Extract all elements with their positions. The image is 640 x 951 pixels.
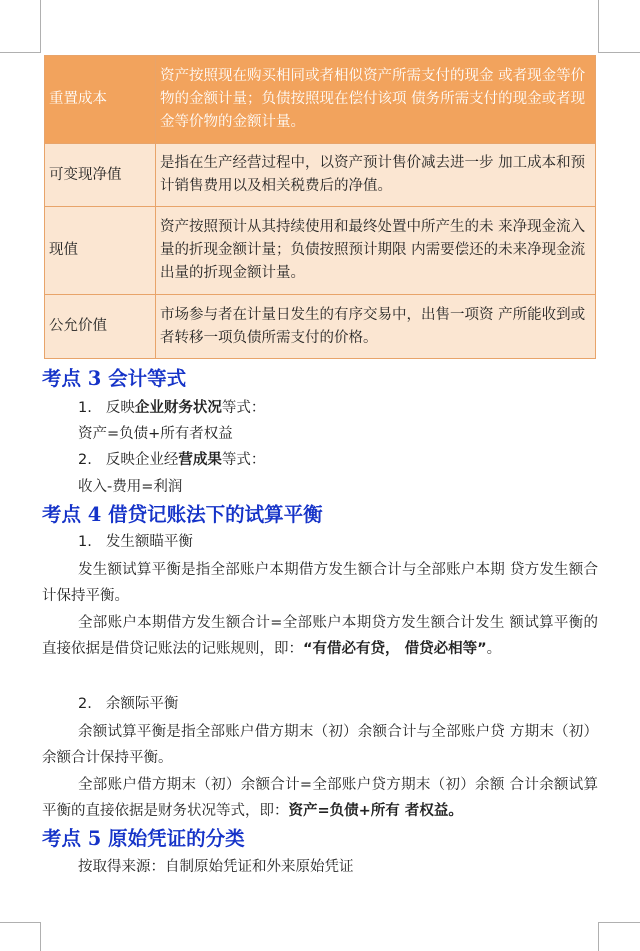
table-term-cell: 现值 [45, 207, 156, 295]
crop-mark [40, 0, 41, 52]
paragraph [42, 610, 598, 662]
table-desc-cell: 资产按照现在购买相同或者相似资产所需支付的现金 或者现金等价物的金额计量；负债按照现在偿付该项 债务所需支付的现金或者现金等价物的金额计量。 [156, 56, 596, 144]
list-text: 反映企业经 [105, 452, 179, 468]
section-heading: 考点 3 会计等式 [42, 367, 187, 390]
paragraph-text: 。 [486, 641, 502, 657]
crop-mark [0, 922, 41, 923]
crop-mark [0, 52, 41, 53]
section-heading: 考点 5 原始凭证的分类 [42, 827, 245, 850]
equation-text: 资产=负债+所有者权益 [78, 426, 233, 442]
list-text: 发生额瞄平衡 [105, 534, 193, 550]
crop-mark [598, 922, 640, 923]
paragraph [42, 772, 598, 824]
list-item [78, 694, 178, 714]
crop-mark [40, 922, 41, 951]
paragraph: 发生额试算平衡是指全部账户本期借方发生额合计与全部账户本期 贷方发生额合计保持平衡。 [42, 562, 598, 604]
table-row [45, 295, 596, 359]
table-row [45, 144, 596, 207]
list-text: 等式： [221, 452, 266, 468]
list-text-bold: 营成果 [178, 452, 222, 468]
list-item [78, 398, 265, 418]
list-number: 2. [78, 452, 92, 468]
crop-mark [598, 0, 599, 52]
table-term-cell: 可变现净值 [45, 144, 156, 207]
table-row [45, 56, 596, 144]
list-number: 2. [78, 696, 92, 712]
list-number: 1. [78, 534, 92, 550]
table-term-cell: 重置成本 [45, 56, 156, 144]
list-item [78, 450, 265, 470]
table-desc-cell: 市场参与者在计量日发生的有序交易中，出售一项资 产所能收到或者转移一项负债所需支付的价格。 [156, 295, 596, 359]
list-text: 等式： [221, 400, 266, 416]
list-text-bold: 企业财务状况 [134, 400, 222, 416]
table-desc-cell: 资产按照预计从其持续使用和最终处置中所产生的未 来净现金流入量的折现金额计量；负债按照预计期限 内需要偿还的未来净现金流出量的折现金额计量。 [156, 207, 596, 295]
paragraph-text-bold: “有借必有贷， 借贷必相等” [303, 641, 487, 657]
paragraph-text-bold: 资产=负债+所有 者权益。 [288, 803, 463, 819]
paragraph-text: 全部账户本期借方发生额合计=全部账户本期贷方发生额合计发生 额试算平衡的直接依据是借贷记账法的记账规则，即： [42, 615, 598, 657]
crop-mark [598, 52, 640, 53]
section-heading: 考点 4 借贷记账法下的试算平衡 [42, 503, 323, 526]
table-term-cell: 公允价值 [45, 295, 156, 359]
list-text: 余额际平衡 [105, 696, 179, 712]
paragraph: 余额试算平衡是指全部账户借方期末（初）余额合计与全部账户贷 方期末（初）余额合计保持平衡。 [42, 724, 598, 766]
list-item [78, 532, 193, 552]
paragraph-text: 全部账户借方期末（初）余额合计=全部账户贷方期末（初）余额 合计余额试算平衡的直接依据是财务状况等式，即： [42, 777, 598, 819]
list-number: 1. [78, 400, 92, 416]
table-desc-cell: 是指在生产经营过程中，以资产预计售价减去进一步 加工成本和预计销售费用以及相关税费后的净值。 [156, 144, 596, 207]
equation-text: 收入-费用=利润 [78, 479, 183, 495]
measurement-attributes-table [44, 55, 596, 359]
crop-mark [598, 922, 599, 951]
list-text: 反映 [105, 400, 135, 416]
table-row [45, 207, 596, 295]
paragraph: 按取得来源：自制原始凭证和外来原始凭证 [78, 859, 354, 875]
